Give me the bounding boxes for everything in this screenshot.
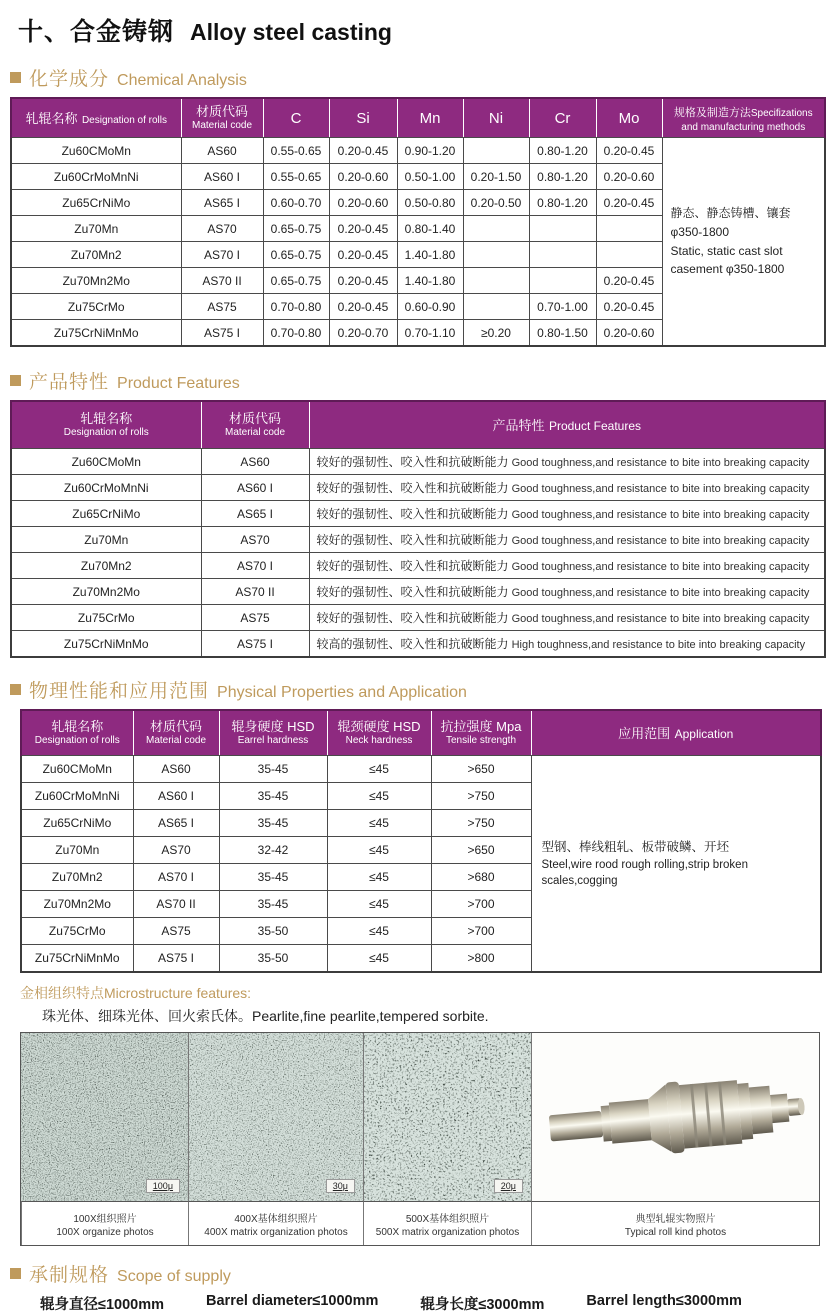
table-cell: Zu70Mn2Mo <box>11 579 201 605</box>
col-header-designation: 轧辊名称 Designation of rolls <box>11 98 181 138</box>
table-cell: 35-50 <box>219 918 327 945</box>
table-cell: 0.20-0.45 <box>596 268 662 294</box>
table-cell: AS70 II <box>201 579 309 605</box>
table-cell: Zu65CrNiMo <box>11 190 181 216</box>
table-cell: ≤45 <box>327 918 431 945</box>
table-cell: 0.80-1.20 <box>529 138 596 164</box>
table-row <box>11 501 825 527</box>
table-cell: Zu70Mn <box>11 216 181 242</box>
table-header-row <box>21 710 821 756</box>
table-cell: AS70 <box>133 837 219 864</box>
micro-texture-image <box>364 1033 531 1201</box>
table-cell: 0.20-0.45 <box>329 138 397 164</box>
table-cell: 0.55-0.65 <box>263 164 329 190</box>
table-cell: 静态、静态铸槽、镶套 <box>670 206 791 221</box>
table-row <box>11 138 825 164</box>
table-cell: Zu60CMoMn <box>11 138 181 164</box>
table-cell: ≤45 <box>327 837 431 864</box>
table-cell <box>529 268 596 294</box>
table-cell: Steel,wire rood rough rolling,strip broken scales,cogging <box>541 858 748 887</box>
table-row <box>11 553 825 579</box>
table-cell: 0.70-1.10 <box>397 320 463 347</box>
table-cell: 0.20-0.60 <box>596 164 662 190</box>
table-cell: 较好的强韧性、咬入性和抗破断能力 <box>316 507 509 521</box>
table-cell: 较好的强韧性、咬入性和抗破断能力 <box>316 585 509 599</box>
table-cell: 0.55-0.65 <box>263 138 329 164</box>
section-bullet-icon <box>10 1268 21 1279</box>
table-cell: Zu70Mn <box>21 837 133 864</box>
table-cell: 0.60-0.90 <box>397 294 463 320</box>
table-cell: φ350-1800 <box>670 224 729 239</box>
col-header-tensile-strength: 抗拉强度 Mpa Tensile strength <box>431 710 531 756</box>
table-cell: Good toughness,and resistance to bite into breaking capacity <box>508 457 810 469</box>
table-cell: 0.80-1.40 <box>397 216 463 242</box>
physical-properties-table <box>20 709 822 973</box>
table-cell <box>463 216 529 242</box>
section-heading-zh: 化学成分 <box>29 69 110 90</box>
section-heading-supply <box>10 1260 834 1287</box>
table-cell: AS60 <box>181 138 263 164</box>
table-cell <box>309 527 825 553</box>
table-cell: Zu60CrMoMnNi <box>11 164 181 190</box>
product-features-table <box>10 400 826 658</box>
col-header-element-ni: Ni <box>463 98 529 138</box>
table-cell: >750 <box>431 810 531 837</box>
scale-bar-label: 20μ <box>494 1179 523 1193</box>
caption-en: 100X organize photos <box>56 1226 154 1238</box>
table-cell: 0.20-0.60 <box>329 190 397 216</box>
table-cell: ≤45 <box>327 864 431 891</box>
table-cell: 0.90-1.20 <box>397 138 463 164</box>
scale-bar-label: 100μ <box>146 1179 180 1193</box>
section-heading-zh: 承制规格 <box>29 1265 110 1286</box>
table-cell: ≥0.20 <box>463 320 529 347</box>
table-cell: >650 <box>431 756 531 783</box>
table-cell <box>309 449 825 475</box>
table-cell: 0.70-0.80 <box>263 320 329 347</box>
col-header-element-cr: Cr <box>529 98 596 138</box>
table-cell: 35-45 <box>219 810 327 837</box>
table-cell: High toughness,and resistance to bite into breaking capacity <box>508 639 806 651</box>
supply-specs <box>40 1293 834 1314</box>
table-cell: 0.20-0.45 <box>329 216 397 242</box>
section-heading-features <box>10 367 834 394</box>
photo-panel <box>20 1032 820 1246</box>
table-cell <box>529 216 596 242</box>
table-row <box>11 579 825 605</box>
table-cell: 0.20-0.60 <box>329 164 397 190</box>
table-cell: Zu60CrMoMnNi <box>11 475 201 501</box>
micro-photo-100x <box>21 1033 188 1201</box>
table-cell: 0.20-1.50 <box>463 164 529 190</box>
supply-spec-item: Barrel length≤3000mm <box>586 1293 742 1309</box>
table-cell: AS60 I <box>181 164 263 190</box>
table-cell: 0.50-0.80 <box>397 190 463 216</box>
section-heading-chemical <box>10 64 834 91</box>
table-cell: >680 <box>431 864 531 891</box>
table-cell: AS65 I <box>201 501 309 527</box>
table-cell <box>463 294 529 320</box>
table-cell: AS60 I <box>133 783 219 810</box>
table-cell: Zu65CrNiMo <box>11 501 201 527</box>
section-bullet-icon <box>10 72 21 83</box>
micro-photo-500x <box>363 1033 531 1201</box>
table-cell: AS70 II <box>181 268 263 294</box>
table-cell: 较高的强韧性、咬入性和抗破断能力 <box>316 637 509 651</box>
table-cell: >750 <box>431 783 531 810</box>
table-cell <box>463 242 529 268</box>
microstructure-heading: 金相组织特点Microstructure features: <box>20 985 252 1001</box>
section-heading-physical <box>10 676 834 703</box>
table-cell: AS65 I <box>181 190 263 216</box>
chemical-analysis-table <box>10 97 826 347</box>
table-cell: 0.50-1.00 <box>397 164 463 190</box>
roll-illustration <box>540 1054 812 1180</box>
table-cell: 0.20-0.45 <box>596 190 662 216</box>
col-header-application: 应用范围 Application <box>531 710 821 756</box>
micro-texture-image <box>189 1033 363 1201</box>
table-cell: AS70 I <box>133 864 219 891</box>
photo-caption <box>363 1201 531 1245</box>
col-header-designation: 轧辊名称 Designation of rolls <box>21 710 133 756</box>
scale-bar-label: 30μ <box>326 1179 355 1193</box>
table-cell: 35-50 <box>219 945 327 973</box>
table-cell: Good toughness,and resistance to bite into breaking capacity <box>508 509 810 521</box>
page-title <box>0 0 834 48</box>
table-cell: >650 <box>431 837 531 864</box>
table-cell: AS60 <box>201 449 309 475</box>
table-cell: Zu70Mn2 <box>21 864 133 891</box>
table-cell: AS75 <box>133 918 219 945</box>
table-row <box>11 475 825 501</box>
col-header-neck-hardness: 辊颈硬度 HSD Neck hardness <box>327 710 431 756</box>
col-header-product-features: 产品特性 Product Features <box>309 401 825 449</box>
table-cell: Static, static cast slot <box>670 243 783 258</box>
table-cell: ≤45 <box>327 756 431 783</box>
section-heading-zh: 产品特性 <box>29 372 110 393</box>
table-cell: Good toughness,and resistance to bite into breaking capacity <box>508 613 810 625</box>
col-header-barrel-hardness: 辊身硬度 HSD Earrel hardness <box>219 710 327 756</box>
table-cell <box>309 475 825 501</box>
table-cell: 0.20-0.60 <box>596 320 662 347</box>
table-cell <box>596 242 662 268</box>
table-cell: Zu60CMoMn <box>21 756 133 783</box>
table-cell: AS70 <box>201 527 309 553</box>
table-cell: Zu75CrMo <box>11 605 201 631</box>
table-cell: 35-45 <box>219 891 327 918</box>
table-cell: 较好的强韧性、咬入性和抗破断能力 <box>316 533 509 547</box>
table-cell: casement φ350-1800 <box>670 262 785 277</box>
micro-texture-image <box>21 1033 188 1201</box>
caption-en: 500X matrix organization photos <box>375 1226 520 1238</box>
table-cell: Zu70Mn2 <box>11 242 181 268</box>
table-cell: 32-42 <box>219 837 327 864</box>
table-cell: ≤45 <box>327 810 431 837</box>
table-cell: AS60 <box>133 756 219 783</box>
table-cell: 型钢、棒线粗轧、板带破鳞、开坯 <box>541 840 730 855</box>
table-cell: Zu70Mn2 <box>11 553 201 579</box>
col-header-element-si: Si <box>329 98 397 138</box>
table-cell: 0.20-0.45 <box>596 138 662 164</box>
table-cell: 0.70-1.00 <box>529 294 596 320</box>
table-cell <box>596 216 662 242</box>
table-cell: Zu65CrNiMo <box>21 810 133 837</box>
col-header-element-mo: Mo <box>596 98 662 138</box>
section-bullet-icon <box>10 684 21 695</box>
table-cell: Good toughness,and resistance to bite into breaking capacity <box>508 483 810 495</box>
caption-en: 400X matrix organization photos <box>204 1226 348 1238</box>
table-cell: 1.40-1.80 <box>397 268 463 294</box>
supply-spec-item: 辊身长度≤3000mm <box>420 1297 545 1313</box>
supply-spec-item: Barrel diameter≤1000mm <box>206 1293 379 1309</box>
table-cell: ≤45 <box>327 891 431 918</box>
table-cell: Zu75CrMo <box>21 918 133 945</box>
table-cell: 0.80-1.50 <box>529 320 596 347</box>
table-cell <box>529 242 596 268</box>
spec-merged-cell <box>662 138 825 347</box>
table-cell: 0.20-0.45 <box>329 242 397 268</box>
table-cell: AS60 I <box>201 475 309 501</box>
table-cell: >700 <box>431 918 531 945</box>
table-cell: 较好的强韧性、咬入性和抗破断能力 <box>316 481 509 495</box>
table-cell: ≤45 <box>327 945 431 973</box>
table-cell <box>309 501 825 527</box>
table-cell: 35-45 <box>219 756 327 783</box>
table-cell: Zu60CrMoMnNi <box>21 783 133 810</box>
table-cell: 0.60-0.70 <box>263 190 329 216</box>
table-cell: AS70 I <box>201 553 309 579</box>
page-title-en: Alloy steel casting <box>190 19 392 45</box>
table-cell: 35-45 <box>219 864 327 891</box>
col-header-designation: 轧辊名称 Designation of rolls <box>11 401 201 449</box>
table-cell: AS70 <box>181 216 263 242</box>
col-header-element-c: C <box>263 98 329 138</box>
table-cell: 35-45 <box>219 783 327 810</box>
table-row <box>11 449 825 475</box>
photo-caption <box>21 1201 188 1245</box>
table-header-row <box>11 98 825 138</box>
table-cell: AS65 I <box>133 810 219 837</box>
table-cell: Zu70Mn <box>11 527 201 553</box>
table-cell: AS70 I <box>181 242 263 268</box>
table-cell: Zu70Mn2Mo <box>21 891 133 918</box>
table-cell: 0.65-0.75 <box>263 268 329 294</box>
micro-photo-400x <box>188 1033 363 1201</box>
caption-zh: 400X基体组织照片 <box>234 1213 318 1225</box>
table-cell: 0.20-0.50 <box>463 190 529 216</box>
col-header-specifications: 规格及制造方法Specifizations and manufacturing methods <box>662 98 825 138</box>
caption-zh: 100X组织照片 <box>73 1213 137 1225</box>
table-cell: AS70 II <box>133 891 219 918</box>
table-cell: Zu75CrNiMnMo <box>11 631 201 658</box>
table-cell: Good toughness,and resistance to bite into breaking capacity <box>508 561 810 573</box>
caption-zh: 典型轧辊实物照片 <box>635 1213 716 1225</box>
section-heading-en: Physical Properties and Application <box>217 684 467 701</box>
table-cell: 0.65-0.75 <box>263 216 329 242</box>
table-row <box>11 605 825 631</box>
col-header-material-code: 材质代码 Material code <box>133 710 219 756</box>
table-cell: 0.80-1.20 <box>529 190 596 216</box>
table-cell: 0.20-0.70 <box>329 320 397 347</box>
table-cell: Zu75CrMo <box>11 294 181 320</box>
table-cell: 0.70-0.80 <box>263 294 329 320</box>
table-cell <box>309 631 825 658</box>
page-title-zh: 十、合金铸钢 <box>18 18 175 46</box>
table-cell: ≤45 <box>327 783 431 810</box>
table-cell: 0.65-0.75 <box>263 242 329 268</box>
caption-en: Typical roll kind photos <box>624 1226 727 1238</box>
table-cell: AS75 I <box>201 631 309 658</box>
supply-spec-item: 辊身直径≤1000mm <box>40 1297 165 1313</box>
section-heading-en: Product Features <box>117 375 240 392</box>
application-merged-cell <box>531 756 821 973</box>
photo-caption <box>188 1201 363 1245</box>
section-heading-en: Scope of supply <box>117 1268 231 1285</box>
table-cell <box>309 605 825 631</box>
table-cell: Good toughness,and resistance to bite into breaking capacity <box>508 535 810 547</box>
section-heading-zh: 物理性能和应用范围 <box>29 681 210 702</box>
table-cell <box>309 579 825 605</box>
col-header-element-mn: Mn <box>397 98 463 138</box>
table-cell: >700 <box>431 891 531 918</box>
section-bullet-icon <box>10 375 21 386</box>
table-cell: 较好的强韧性、咬入性和抗破断能力 <box>316 455 509 469</box>
section-heading-en: Chemical Analysis <box>117 72 247 89</box>
roll-photo <box>531 1033 819 1201</box>
table-cell: 0.20-0.45 <box>329 294 397 320</box>
table-cell: 1.40-1.80 <box>397 242 463 268</box>
col-header-material-code: 材质代码 Material code <box>181 98 263 138</box>
table-header-row <box>11 401 825 449</box>
table-cell: 较好的强韧性、咬入性和抗破断能力 <box>316 559 509 573</box>
table-cell <box>309 553 825 579</box>
table-cell: 0.80-1.20 <box>529 164 596 190</box>
photo-caption <box>531 1201 819 1245</box>
table-cell: 0.20-0.45 <box>596 294 662 320</box>
table-row <box>11 631 825 658</box>
table-cell: Zu70Mn2Mo <box>11 268 181 294</box>
table-cell: >800 <box>431 945 531 973</box>
table-cell: AS75 <box>201 605 309 631</box>
col-header-material-code: 材质代码 Material code <box>201 401 309 449</box>
table-cell <box>463 138 529 164</box>
table-cell: AS75 I <box>181 320 263 347</box>
table-cell: Zu60CMoMn <box>11 449 201 475</box>
table-cell: Zu75CrNiMnMo <box>11 320 181 347</box>
table-cell: AS75 <box>181 294 263 320</box>
table-cell <box>463 268 529 294</box>
table-cell: Zu75CrNiMnMo <box>21 945 133 973</box>
table-cell: Good toughness,and resistance to bite into breaking capacity <box>508 587 810 599</box>
table-row <box>11 527 825 553</box>
microstructure-description: 珠光体、细珠光体、回火索氏体。Pearlite,fine pearlite,tempered sorbite. <box>42 1008 489 1024</box>
table-cell: 0.20-0.45 <box>329 268 397 294</box>
table-row <box>21 756 821 783</box>
table-cell: AS75 I <box>133 945 219 973</box>
table-cell: 较好的强韧性、咬入性和抗破断能力 <box>316 611 509 625</box>
caption-zh: 500X基体组织照片 <box>405 1213 490 1225</box>
